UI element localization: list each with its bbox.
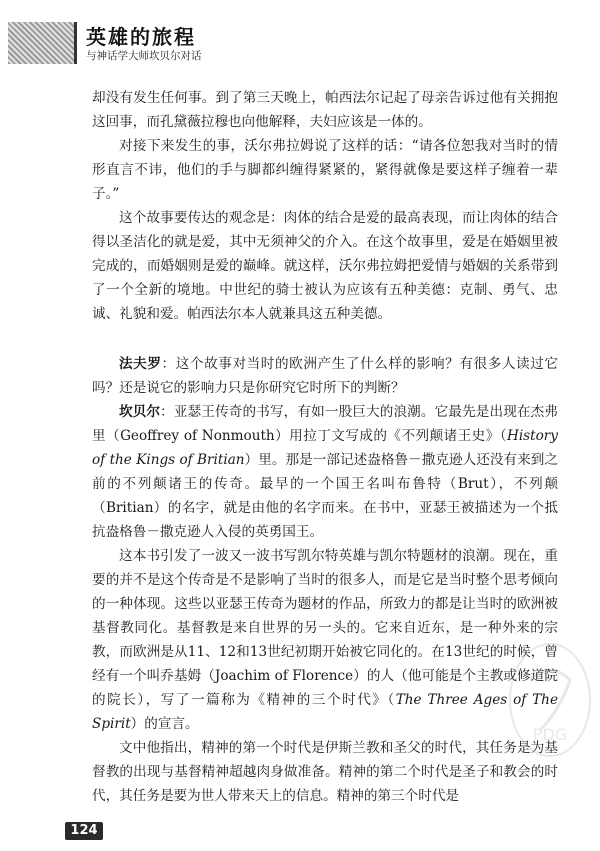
- paragraph-christianization: [92, 544, 558, 736]
- paragraph-continued: 却没有发生任何事。到了第三天晚上，帕西法尔记起了母亲告诉过他有关拥抱这回事，而孔黛薇拉穆也向他解释，夫妇应该是一体的。: [92, 90, 558, 130]
- header-decoration: [8, 22, 74, 64]
- question-paragraph: [92, 352, 558, 400]
- speaker-campbell: 坎贝尔: [119, 404, 161, 420]
- answer-text-1: ：亚瑟王传奇的书写，有如一股巨大的浪潮。它最先是出现在杰弗里（Geoffrey of Nonmouth）用拉丁文写成的《不列颠诸王史》（: [92, 404, 559, 444]
- book-title: 英雄的旅程: [86, 25, 196, 49]
- book-subtitle: 与神话学大师坎贝尔对话: [86, 50, 202, 62]
- page-number: 124: [70, 823, 98, 838]
- page-body: [92, 86, 558, 808]
- answer-paragraph: [92, 400, 558, 544]
- paragraph-text-1: 这本书引发了一波又一波书写凯尔特英雄与凯尔特题材的浪潮。现在，重要的并不是这个传奇是不是影响了当时的很多人，而是它是当时整个思考倾向的一种体现。这些以亚瑟王传奇为题材的作品，所致力的都是让当时的欧洲被基督教同化。基督教是来自世界的另一头的。它来自近东，是一种外来的宗教，而欧洲是从11、12和13世纪初期开始被它同化的。在13世纪的时候，曾经有一个叫乔基姆（Joachim of Florence）的人（他可能是个主教或修道院的院长），写了一篇称为《精神的三个时代》（: [92, 548, 558, 708]
- paragraph-three-ages: 文中他指出，精神的第一个时代是伊斯兰教和圣父的时代，其任务是为基督教的出现与基督精神超越肉身做准备。精神的第二个时代是圣子和教会的时代，其任务是要为世人带来天上的信息。精神的第三个时代是: [92, 740, 558, 804]
- answer-text-2: ）里。那是一部记述盎格鲁－撒克逊人还没有来到之前的不列颠诸王的传奇。最早的一个国王名叫布鲁特（Brut），不列颠（Britian）的名字，就是由他的名字而来。在书中，亚瑟王被描述为一个抵抗盎格鲁－撒克逊人入侵的英勇国王。: [92, 452, 559, 540]
- watermark-text: PDG: [532, 725, 568, 744]
- paragraph-text-2: ）的宣言。: [130, 716, 199, 732]
- pdg-watermark: [505, 640, 595, 760]
- header-divider: [74, 22, 77, 64]
- book-title-english: History of the Kings of Britian: [92, 428, 558, 468]
- manifesto-title-english: The Three Ages of The Spirit: [92, 692, 558, 732]
- paragraph-quote: 对接下来发生的事，沃尔弗拉姆说了这样的话：“请各位恕我对当时的情形直言不讳，他们的手与脚都纠缠得紧紧的，紧得就像是要这样子缠着一辈子。”: [92, 138, 558, 202]
- speaker-favreau: 法夫罗: [119, 356, 162, 372]
- question-text: ：这个故事对当时的欧洲产生了什么样的影响？有很多人读过它吗？还是说它的影响力只是你研究它时所下的判断？: [92, 356, 559, 396]
- paragraph-virtues: 这个故事要传达的观念是：肉体的结合是爱的最高表现，而让肉体的结合得以圣洁化的就是爱，其中无须神父的介入。在这个故事里，爱是在婚姻里被完成的，而婚姻则是爱的巅峰。就这样，沃尔弗拉姆把爱情与婚姻的关系带到了一个全新的境地。中世纪的骑士被认为应该有五种美德：克制、勇气、忠诚、礼貌和爱。帕西法尔本人就兼具这五种美德。: [92, 210, 558, 322]
